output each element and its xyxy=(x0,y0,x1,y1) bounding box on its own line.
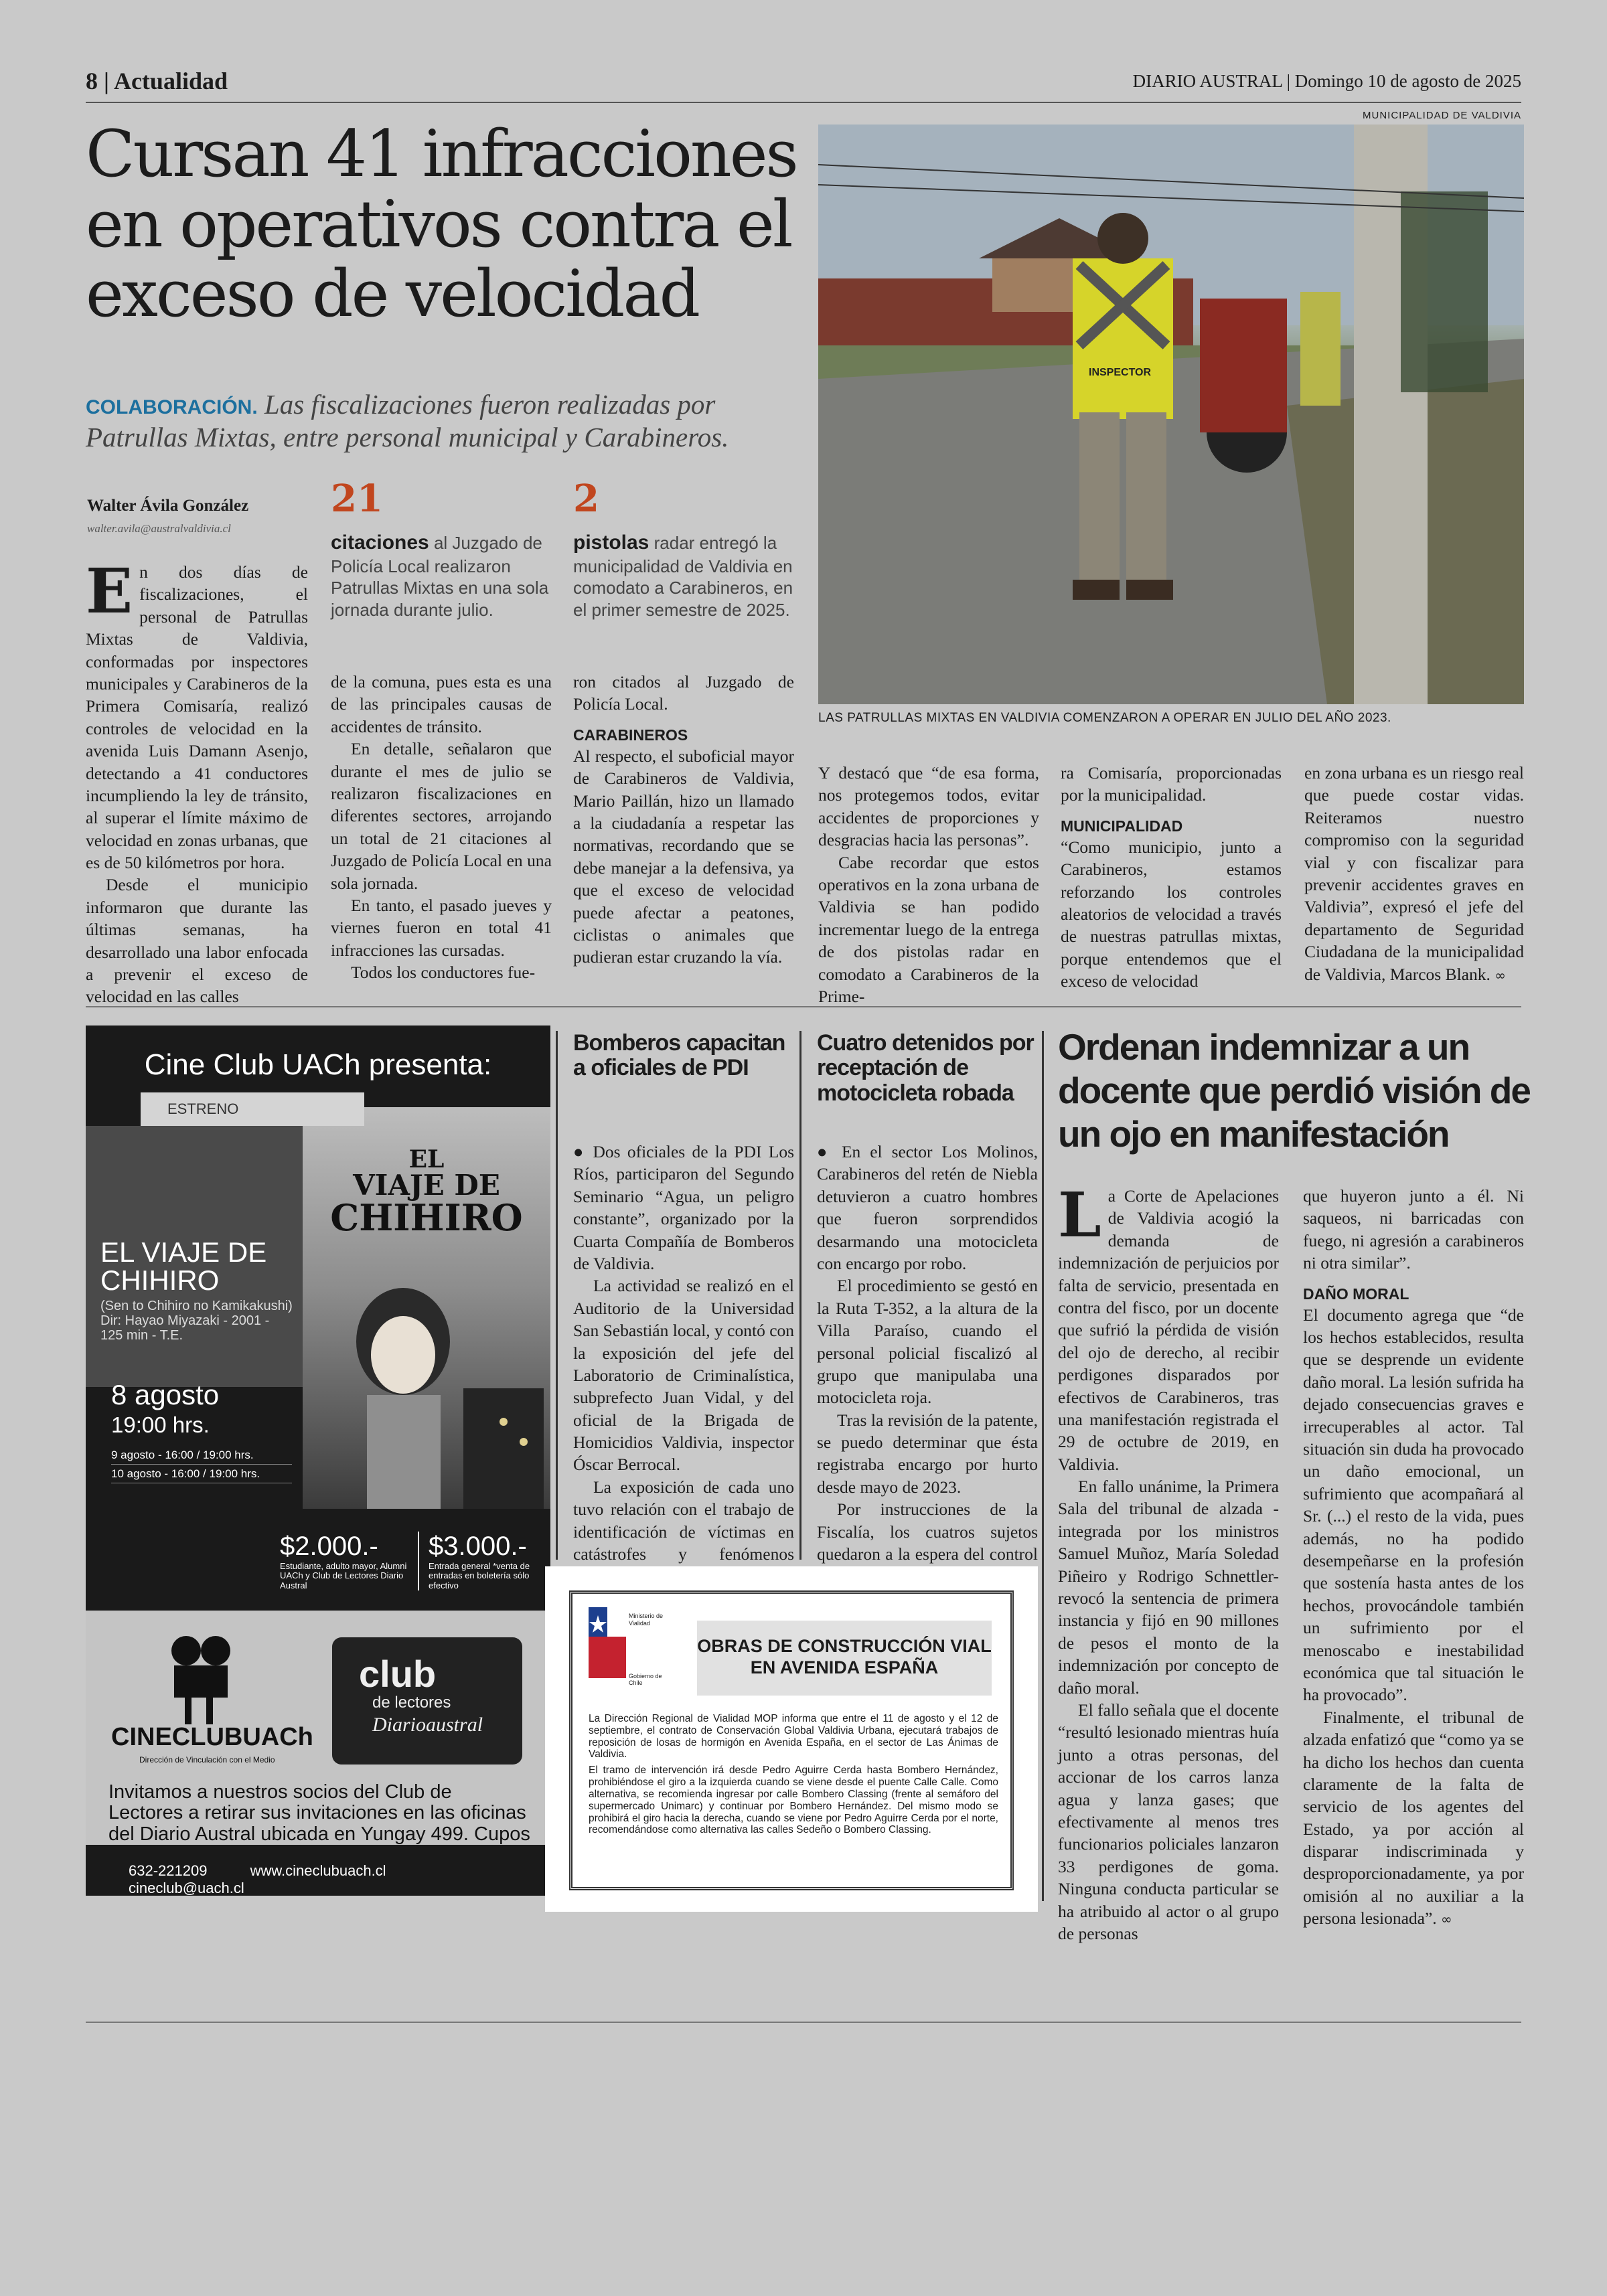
article-paragraph xyxy=(1303,1706,1524,1930)
deck-kicker: COLABORACIÓN. xyxy=(86,396,258,418)
article-paragraph: Y destacó que “de esa forma, nos protegemos todos, evitar accidentes de proporciones y desgracias hacia las personas”. xyxy=(818,763,1039,850)
article-paragraph: que huyeron junto a él. Ni saqueos, ni barricadas con fuego, ni agresión a carabineros ni otra similar”. xyxy=(1303,1186,1524,1273)
article-text: En el sector Los Molinos, Carabineros del retén de Niebla detuvieron a cuatro hombres que fueron sorprendidos desarmando una motocicleta con encargo por robo. xyxy=(817,1142,1038,1273)
article-column xyxy=(1061,762,1282,993)
poster-title-line: CHIHIRO xyxy=(330,1196,523,1239)
brief-headline: Bomberos capacitan a oficiales de PDI xyxy=(573,1030,785,1081)
stat-description xyxy=(331,530,552,621)
article-text: Por instrucciones de la Fiscalía, los cuatros sujetos quedaron a la espera del control xyxy=(817,1499,1038,1564)
column-rule xyxy=(799,1031,801,1560)
poster-title-line: EL xyxy=(408,1145,445,1173)
article-paragraph: El procedimiento se gestó en la Ruta T-352, a la altura de la Villa Paraíso, cuando el personal policial fiscalizó al grupo que manipulaba una motocicleta roja. xyxy=(817,1276,1038,1408)
screening-schedule xyxy=(111,1446,292,1483)
article-paragraph: ra Comisaría, proporcionadas por la municipalidad. xyxy=(1061,763,1282,805)
section-subhead: CARABINEROS xyxy=(573,726,688,744)
notice-paragraph: La Dirección Regional de Vialidad MOP informa que entre el 11 de agosto y el 12 de septiembre, el contrato de Conservación Global Valdivia Urbana, ejecutará trabajos de reposición de losas de hormigón en Avenida España, en el sector de Las Ánimas de Valdivia. xyxy=(589,1713,998,1760)
government-logo xyxy=(589,1607,676,1686)
article-paragraph: Todos los conductores fue- xyxy=(351,963,536,983)
photo-credit: MUNICIPALIDAD DE VALDIVIA xyxy=(1363,110,1521,121)
inspection-scene-illustration xyxy=(818,125,1524,704)
section-divider xyxy=(86,1006,1521,1007)
article-paragraph: de la comuna, pues esta es una de las principales causas de accidentes de tránsito. xyxy=(331,672,552,736)
price-general xyxy=(418,1532,550,1590)
article-paragraph xyxy=(1304,762,1524,985)
bullet-icon: ● xyxy=(817,1142,842,1161)
article-paragraph: Desde el municipio informaron que durante las últimas semanas, ha desarrollado una labor enfocada a prevenir el exceso de velocidad en las calles xyxy=(86,875,308,1007)
ad-website: www.cineclubuach.cl xyxy=(250,1862,386,1879)
article-column xyxy=(1303,1185,1524,1930)
stat-number: 2 xyxy=(573,477,599,521)
article-text: en zona urbana es un riesgo real que puede costar vidas. Reiteramos nuestro compromiso con la seguridad vial y con fiscalizar para prevenir accidentes graves en Valdivia”, expresó el jefe del departamento de Seguridad Ciudadana de la municipalidad de Valdivia, Marcos Blank. xyxy=(1304,763,1524,984)
article-column xyxy=(573,671,794,969)
original-title: (Sen to Chihiro no Kamikakushi) xyxy=(100,1299,293,1313)
byline-email: walter.avila@australvaldivia.cl xyxy=(87,522,231,535)
vest-label: INSPECTOR xyxy=(1089,367,1152,378)
article-text: Finalmente, el tribunal de alzada enfatizó que “como ya se ha dicho los hechos dan cuenta claramente de la falta de servicio de los agentes del Estado, ya por acción al disparar indiscriminada y desproporcionadamente, ya por omisión al no auxiliar a la persona lesionada”. xyxy=(1303,1707,1524,1929)
end-mark-icon: ∞ xyxy=(1495,967,1506,983)
article-column xyxy=(331,671,552,983)
article-paragraph: El documento agrega que “de los hechos establecidos, resulta que se desprende un evidente daño moral. La lesión sufrida ha dejado consecuencias graves e irrecuperables al actor. Tal situación sin duda ha provocado un daño emocional, un sufrimiento que acompañará al Sr. (...) el resto de la vida, pues además, no ha podido desempeñarse en la profesión que sostenía hasta antes de los hechos, provocándole también un sufrimiento por el menoscabo e inestabilidad económica que tal situación le ha provocado”. xyxy=(1303,1305,1524,1705)
runtime: 125 min - T.E. xyxy=(100,1328,183,1343)
price-reduced xyxy=(280,1532,407,1590)
cineclub-logo: CINECLUBUACh xyxy=(111,1723,313,1751)
poster-title-line: VIAJE DE xyxy=(353,1169,500,1202)
card-text: club xyxy=(359,1653,437,1695)
article-column xyxy=(817,1141,1038,1588)
article-text: Dos oficiales de la PDI Los Ríos, participaron del Segundo Seminario “Agua, un peligro constante”, organizado por la Cuarta Compañía de Bomberos de Valdivia. xyxy=(573,1142,794,1273)
main-headline: Cursan 41 infracciones en operativos contra el exceso de velocidad xyxy=(86,116,797,332)
director: Dir: Hayao Miyazaki - 2001 - xyxy=(100,1313,270,1328)
stat-box xyxy=(331,477,552,621)
main-photo xyxy=(818,125,1524,704)
ad-phone: 632-221209 xyxy=(129,1862,208,1879)
notice-frame xyxy=(569,1590,1014,1890)
stat-text: radar entregó la municipalidad de Valdivia en comodato a Carabineros, en el primer semestre de 2025. xyxy=(573,533,793,620)
article-column xyxy=(1304,762,1524,985)
movie-title: EL VIAJE DE CHIHIRO xyxy=(100,1236,267,1296)
stat-description xyxy=(573,530,794,621)
masthead-date: DIARIO AUSTRAL | Domingo 10 de agosto de 2025 xyxy=(1132,71,1521,91)
article-paragraph: En detalle, señalaron que durante el mes de julio se realizaron fiscalizaciones en diferentes sectores, arrojando un total de 21 citaciones al Juzgado de Policía Local en una sola jornada. xyxy=(331,739,552,893)
section-subhead: DAÑO MORAL xyxy=(1303,1285,1409,1303)
column-rule xyxy=(1042,1031,1044,1901)
section-name: Actualidad xyxy=(113,68,228,94)
schedule-item: 10 agosto - 16:00 / 19:00 hrs. xyxy=(111,1465,292,1483)
film-camera-icon xyxy=(159,1631,240,1731)
article-text: a Corte de Apelaciones de Valdivia acogió la demanda de indemnización de perjuicios por falta de servicio, presentada en contra del fisco, por un docente que sufrió la pérdida de visión del ojo de derecho, al recibir perdigones disparados por efectivos de Carabineros, tras una manifestación registrada el 29 de octubre de 2019, en Valdivia. xyxy=(1058,1186,1279,1474)
schedule-item: 9 agosto - 16:00 / 19:00 hrs. xyxy=(111,1446,292,1465)
byline: Walter Ávila González xyxy=(87,497,249,515)
section-subhead: MUNICIPALIDAD xyxy=(1061,817,1183,835)
article-column xyxy=(573,1141,794,1610)
ad-contact-bar xyxy=(86,1845,550,1896)
deck-text: Las fiscalizaciones fueron realizadas por Patrullas Mixtas, entre personal municipal y Carabineros. xyxy=(86,389,729,453)
end-mark-icon: ∞ xyxy=(1441,1911,1452,1928)
screening-time: 19:00 hrs. xyxy=(111,1412,210,1437)
article-column xyxy=(86,555,308,1008)
drop-cap: L xyxy=(1058,1179,1101,1251)
stat-box xyxy=(573,477,794,621)
estreno-tag: ESTRENO xyxy=(141,1092,364,1126)
stat-text: al Juzgado de Policía Local realizaron Patrullas Mixtas en una sola jornada durante julio. xyxy=(331,533,549,620)
ad-title: Cine Club UACh presenta: xyxy=(144,1048,492,1081)
article-paragraph: Cabe recordar que estos operativos en la zona urbana de Valdivia se han podido incrementar luego de la entrega de dos pistolas radar en comodato a Carabineros de la Prime- xyxy=(818,852,1039,1006)
article-paragraph: Tras la revisión de la patente, se puedo determinar que ésta registraba encargo por hurto desde mayo de 2023. xyxy=(817,1410,1038,1497)
article-paragraph: La actividad se realizó en el Auditorio de la Universidad San Sebastián local, y contó con la exposición del jefe del Laboratorio de Criminalística, subprefecto Juan Vidal, y del oficial de la Brigada de Homicidios Valdivia, inspector Óscar Berrocal. xyxy=(573,1276,795,1475)
screening-date: 8 agosto xyxy=(111,1379,220,1410)
cine-club-ad xyxy=(86,1026,550,1896)
notice-body xyxy=(589,1713,998,1836)
ad-invitation: Invitamos a nuestros socios del Club de Lectores a retirar sus invitaciones en las oficinas del Diario Austral ubicada en Yungay 499. Cupos xyxy=(108,1781,530,1845)
story-headline: Ordenan indemnizar a un docente que perdió visión de un ojo en manifestación xyxy=(1058,1026,1530,1155)
ministry-name: Ministerio de Vialidad xyxy=(629,1613,664,1627)
photo-caption: LAS PATRULLAS MIXTAS EN VALDIVIA COMENZARON A OPERAR EN JULIO DEL AÑO 2023. xyxy=(818,711,1391,725)
article-paragraph: n dos días de fiscalizaciones, el personal de Patrullas Mixtas de Valdivia, conformadas por inspectores municipales y Carabineros de la Primera Comisaría, realizó controles de velocidad en la avenida Luis Damann Asenjo, detectando a 41 conductores incumpliendo la ley de tránsito, al superar el límite máximo de velocidad en zonas urbanas, que es de 50 kilómetros por hora. xyxy=(86,562,308,873)
article-paragraph: “Como municipio, junto a Carabineros, estamos reforzando los controles aleatorios de velocidad a través de nuestras patrullas mixtas, porque entendemos que el exceso de velocidad xyxy=(1061,837,1282,991)
movie-details xyxy=(100,1299,293,1343)
mop-notice-ad xyxy=(545,1566,1038,1912)
girl-illustration xyxy=(303,1107,550,1509)
drop-cap: E xyxy=(86,555,133,627)
stat-number: 21 xyxy=(331,477,383,521)
article-text: La exposición de cada uno tuvo relación con el trabajo de identificación de víctimas en catástrofes y fenómenos xyxy=(573,1477,794,1564)
article-paragraph: ron citados al Juzgado de Policía Local. xyxy=(573,672,794,714)
newspaper-name: DIARIO AUSTRAL xyxy=(1132,71,1282,91)
article-paragraph xyxy=(817,1141,1038,1275)
ad-email: cineclub@uach.cl xyxy=(129,1880,244,1896)
chile-flag-icon xyxy=(589,1607,629,1681)
article-paragraph: En tanto, el pasado jueves y viernes fueron en total 41 infracciones las cursadas. xyxy=(331,895,552,960)
card-text: Diarioaustral xyxy=(372,1714,483,1736)
page-footer-rule xyxy=(86,2022,1521,2023)
article-paragraph xyxy=(573,1141,794,1275)
page-section-header: 8 | Actualidad xyxy=(86,68,228,94)
page-number: 8 xyxy=(86,68,98,94)
issue-date: Domingo 10 de agosto de 2025 xyxy=(1294,71,1521,91)
notice-title: OBRAS DE CONSTRUCCIÓN VIAL EN AVENIDA ESPAÑA xyxy=(697,1621,992,1696)
price-value: $3.000.- xyxy=(429,1532,527,1561)
column-rule xyxy=(556,1031,558,1560)
card-text: de lectores xyxy=(372,1694,451,1712)
article-paragraph: En fallo unánime, la Primera Sala del tribunal de alzada -integrada por los ministros Samuel Muñoz, María Soledad Piñeiro y Rodrigo Schnettler- revocó la sentencia de primera instancia y fijó en 90 millones de pesos el monto de la indemnización por concepto de daño moral. xyxy=(1058,1477,1279,1698)
price-value: $2.000.- xyxy=(280,1532,378,1561)
cineclub-logo-subtitle: Dirección de Vinculación con el Medio xyxy=(139,1755,275,1765)
government-name: Gobierno de Chile xyxy=(629,1673,662,1686)
movie-poster xyxy=(303,1107,550,1509)
article-column xyxy=(1058,1179,1279,1945)
article-paragraph: El fallo señala que el docente “resultó lesionado mientras huía junto a otras personas, del accionar de los carros lanza agua y lanza gases; que efectivamente al menos tres funcionarios policiales lanzaron 33 perdigones de goma. Ninguna conducta particular se ha atribuido al actor o al grupo de personas xyxy=(1058,1700,1279,1943)
article-column xyxy=(818,762,1039,1007)
price-note: Entrada general *venta de entradas en boletería sólo efectivo xyxy=(429,1561,530,1590)
bullet-icon: ● xyxy=(573,1142,593,1161)
stat-keyword: citaciones xyxy=(331,531,429,554)
club-card-illustration xyxy=(332,1637,522,1765)
price-note: Estudiante, adulto mayor, Alumni UACh y Club de Lectores Diario Austral xyxy=(280,1561,407,1590)
header-rule xyxy=(86,102,1521,103)
notice-paragraph: El tramo de intervención irá desde Pedro Aguirre Cerda hasta Bombero Hernández, prohibiéndose el giro a la izquierda cuando se viene desde el puente Calle Calle. Como alternativa, se recomienda ingresar por calle Bombero Classing (frente al semáforo del supermercado Unimarc) y continuar por Bombero Hernández. Del mismo modo se prohibirá el giro hacia la derecha, cuando se viene por Pedro Aguirre Cerda por el norte, recomendándose como alternativa las calles Sedeño o Bombero Classing. xyxy=(589,1765,998,1836)
article-paragraph: Al respecto, el suboficial mayor de Carabineros de Valdivia, Mario Paillán, hizo un llamado a la ciudadanía a respetar las normativas, recordando que se debe manejar a la defensiva, ya que el exceso de velocidad puede afectar a peatones, ciclistas o animales que pudieran estar cruzando la vía. xyxy=(573,746,794,967)
stat-keyword: pistolas xyxy=(573,531,649,554)
brief-headline: Cuatro detenidos por receptación de motocicleta robada xyxy=(817,1030,1034,1106)
deck xyxy=(86,388,809,454)
